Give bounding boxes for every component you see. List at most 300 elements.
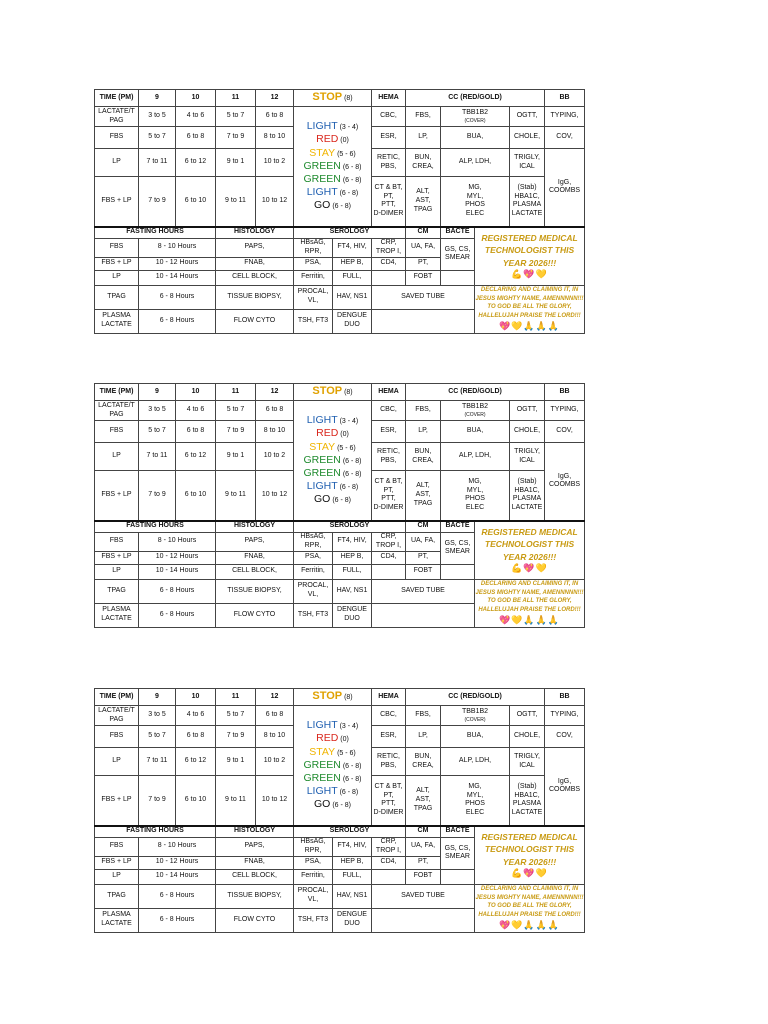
histology-item: PAPS,: [216, 838, 294, 857]
cc-item: LP,: [406, 726, 441, 748]
hema-item: PTT,: [381, 201, 396, 209]
time-cell: 6 to 12: [176, 443, 216, 471]
cc-list: [441, 177, 510, 227]
signal-word: GO: [314, 493, 331, 506]
cc-item: OGTT,: [510, 401, 545, 421]
fasting-label: FBS: [95, 838, 139, 857]
histology-item: FLOW CYTO: [216, 309, 294, 333]
time-cell: 6 to 8: [256, 706, 294, 726]
reference-table: [94, 383, 585, 628]
hema-item: CT & BT,: [374, 183, 403, 191]
fasting-hours: 10 - 14 Hours: [139, 869, 216, 884]
header-cc: CC (RED/GOLD): [406, 384, 545, 401]
cc-item: FBS,: [406, 706, 441, 726]
histology-item: TISSUE BIOPSY,: [216, 884, 294, 908]
header-cc: CC (RED/GOLD): [406, 689, 545, 706]
cc-item: TRIGLY, ICAL: [510, 748, 545, 776]
fasting-hours: 10 - 12 Hours: [139, 856, 216, 869]
signal-sub: (0): [340, 431, 349, 439]
time-cell: 8 to 10: [256, 127, 294, 149]
time-cell: 7 to 9: [216, 421, 256, 443]
cm-item: PT,: [406, 551, 441, 564]
signal-sub: (5 - 6): [337, 444, 356, 452]
fasting-hours: 6 - 8 Hours: [139, 603, 216, 627]
row-label: FBS: [95, 726, 139, 748]
stop-label: STOP: [312, 91, 343, 104]
histology-item: PAPS,: [216, 533, 294, 552]
bacte-list: [441, 838, 475, 870]
serology-item: PROCAL, VL,: [294, 884, 333, 908]
hema-item: CBC,: [372, 401, 406, 421]
fasting-label: TPAG: [95, 285, 139, 309]
serology-item: [372, 564, 406, 579]
cm-item: FOBT: [406, 564, 441, 579]
signature-emoji: 💪💖💛: [511, 268, 548, 279]
signal-word: GO: [314, 798, 331, 811]
stop-label: STOP: [312, 690, 343, 703]
time-cell: 9 to 1: [216, 443, 256, 471]
time-cell: 10 to 2: [256, 149, 294, 177]
signal-sub: (3 - 4): [339, 418, 359, 426]
cc-item: MYL,: [466, 192, 484, 200]
cc-item: PHOS: [465, 800, 485, 808]
time-cell: 5 to 7: [216, 107, 256, 127]
row-label: FBS + LP: [95, 776, 139, 826]
declaration-text: DECLARING AND CLAIMING IT, IN JESUS MIGHTY NAME, AMENNNNN!!! TO GOD BE ALL THE GLORY, HALLELUJAH PRAISE THE LORD!!!: [475, 886, 584, 919]
header-10: 10: [176, 384, 216, 401]
time-cell: 10 to 2: [256, 443, 294, 471]
hema-item: PT,: [383, 486, 394, 494]
stop-label: STOP: [312, 385, 343, 398]
serology-item: PROCAL, VL,: [294, 285, 333, 309]
header-11: 11: [216, 384, 256, 401]
bacte-title: BACTE: [441, 227, 475, 239]
serology-item: [372, 869, 406, 884]
signal-word: STAY: [309, 745, 336, 758]
fasting-label: TPAG: [95, 884, 139, 908]
histology-item: CELL BLOCK,: [216, 564, 294, 579]
time-cell: 3 to 5: [139, 706, 176, 726]
signal-word: LIGHT: [306, 120, 338, 133]
cc-list: [406, 177, 441, 227]
bacte-list: [441, 533, 475, 565]
serology-item: HBsAG, RPR,: [294, 838, 333, 857]
signal-word: RED: [316, 133, 339, 146]
declaration-text: DECLARING AND CLAIMING IT, IN JESUS MIGHTY NAME, AMENNNNN!!! TO GOD BE ALL THE GLORY, HALLELUJAH PRAISE THE LORD!!!: [475, 581, 584, 614]
time-cell: 7 to 11: [139, 149, 176, 177]
signal-sub: (6 - 8): [332, 497, 351, 505]
header-12: 12: [256, 90, 294, 107]
time-cell: 7 to 11: [139, 443, 176, 471]
signal-word: LIGHT: [306, 719, 338, 732]
fasting-hours: 6 - 8 Hours: [139, 579, 216, 603]
time-cell: 6 to 8: [176, 726, 216, 748]
tb-label: TBB1B2: [461, 109, 489, 116]
time-cell: 9 to 1: [216, 748, 256, 776]
cc-item: AST,: [415, 795, 431, 803]
cc-item: ALT,: [416, 787, 430, 795]
bb-item: IgG, COOMBS: [545, 748, 585, 826]
hema-item: PTT,: [381, 800, 396, 808]
histology-item: TISSUE BIOPSY,: [216, 285, 294, 309]
hema-item: D-DIMER: [373, 809, 404, 816]
cm-item: FOBT: [406, 270, 441, 285]
bb-item: COV,: [545, 127, 585, 149]
serology-item: HEP B,: [333, 551, 372, 564]
serology-item: TSH, FT3: [294, 908, 333, 932]
signal-sub: (6 - 8): [339, 788, 359, 796]
signal-word: RED: [316, 732, 339, 745]
header-12: 12: [256, 689, 294, 706]
fasting-hours: 8 - 10 Hours: [139, 239, 216, 258]
cc-item: CHOLE,: [510, 127, 545, 149]
header-9: 9: [139, 689, 176, 706]
cc-item: ALP, LDH,: [441, 149, 510, 177]
stop-sub: (8): [344, 694, 353, 702]
histology-item: CELL BLOCK,: [216, 869, 294, 884]
time-cell: 6 to 8: [176, 127, 216, 149]
hema-item: CT & BT,: [374, 477, 403, 485]
cm-item: UA, FA,: [406, 239, 441, 258]
cc-list: [406, 776, 441, 826]
header-hema: HEMA: [372, 90, 406, 107]
cm-item: PT,: [406, 257, 441, 270]
serology-item: [372, 603, 475, 627]
cc-item: MYL,: [466, 791, 484, 799]
serology-item: [372, 270, 406, 285]
bb-item: COV,: [545, 421, 585, 443]
time-cell: 9 to 11: [216, 471, 256, 521]
fasting-label: PLASMA LACTATE: [95, 908, 139, 932]
header-cc: CC (RED/GOLD): [406, 90, 545, 107]
cc-item: AST,: [415, 196, 431, 204]
time-cell: 5 to 7: [216, 401, 256, 421]
bb-item: TYPING,: [545, 107, 585, 127]
bacte-item: GS, CS,: [444, 539, 471, 547]
cc-item: AST,: [415, 490, 431, 498]
serology-item: PROCAL, VL,: [294, 579, 333, 603]
cc-item: LP,: [406, 127, 441, 149]
signal-word: LIGHT: [306, 784, 338, 797]
hema-list: [372, 471, 406, 521]
row-label: LACTATE/T PAG: [95, 706, 139, 726]
histology-item: FNAB,: [216, 257, 294, 270]
bacte-item: [441, 270, 475, 285]
cc-item: ELEC: [465, 809, 485, 816]
time-cell: 9 to 11: [216, 776, 256, 826]
serology-item: HEP B,: [333, 856, 372, 869]
fasting-hours: 6 - 8 Hours: [139, 884, 216, 908]
signal-list: [294, 706, 372, 826]
header-time: TIME (PM): [95, 689, 139, 706]
cc-item: BUN, CREA,: [406, 748, 441, 776]
serology-item: HAV, NS1: [333, 285, 372, 309]
header-stop: [294, 384, 372, 401]
signal-sub: (6 - 8): [342, 762, 362, 770]
time-cell: 8 to 10: [256, 421, 294, 443]
cm-title: CM: [406, 227, 441, 239]
cc-item: FBS,: [406, 401, 441, 421]
cc-item: BUN, CREA,: [406, 443, 441, 471]
signal-word: LIGHT: [306, 185, 338, 198]
signature-cell: [475, 227, 585, 286]
signal-sub: (6 - 8): [342, 775, 362, 783]
serology-item: DENGUE DUO: [333, 603, 372, 627]
signal-sub: (0): [340, 137, 349, 145]
cc-item: (Stab): [517, 782, 537, 790]
fasting-hours: 8 - 10 Hours: [139, 533, 216, 552]
row-label: FBS: [95, 127, 139, 149]
histology-item: FNAB,: [216, 856, 294, 869]
time-cell: 7 to 9: [216, 726, 256, 748]
fasting-hours: 8 - 10 Hours: [139, 838, 216, 857]
fasting-label: FBS: [95, 533, 139, 552]
cc-item: PLASMA LACTATE: [511, 800, 543, 816]
fasting-label: TPAG: [95, 579, 139, 603]
signature-cell: [475, 826, 585, 885]
fasting-hours: 10 - 14 Hours: [139, 564, 216, 579]
signal-word: GREEN: [303, 771, 341, 784]
row-label: LACTATE/T PAG: [95, 401, 139, 421]
signature-text: REGISTERED MEDICAL TECHNOLOGIST THIS YEAR 2026!!!: [481, 526, 578, 562]
cc-item: BUA,: [441, 127, 510, 149]
fasting-label: LP: [95, 270, 139, 285]
time-cell: 5 to 7: [139, 421, 176, 443]
cc-list: [441, 776, 510, 826]
bb-item: COV,: [545, 726, 585, 748]
hema-item: PT,: [383, 791, 394, 799]
hema-list: [372, 776, 406, 826]
time-cell: 8 to 10: [256, 726, 294, 748]
serology-title: SEROLOGY: [294, 521, 406, 533]
time-cell: 5 to 7: [139, 127, 176, 149]
signal-sub: (6 - 8): [332, 203, 351, 211]
histology-title: HISTOLOGY: [216, 227, 294, 239]
cc-list: [510, 776, 545, 826]
signal-list: [294, 107, 372, 227]
fasting-hours: 10 - 12 Hours: [139, 551, 216, 564]
header-10: 10: [176, 689, 216, 706]
histology-title: HISTOLOGY: [216, 826, 294, 838]
cc-list: [510, 471, 545, 521]
row-label: LP: [95, 443, 139, 471]
header-hema: HEMA: [372, 384, 406, 401]
header-12: 12: [256, 384, 294, 401]
reference-table: [94, 688, 585, 933]
tb-label: TBB1B2: [461, 708, 489, 715]
tb-cover: (COVER): [464, 716, 486, 723]
time-cell: 4 to 6: [176, 401, 216, 421]
bacte-item: SMEAR: [445, 853, 470, 861]
time-cell: 6 to 12: [176, 149, 216, 177]
header-9: 9: [139, 384, 176, 401]
cc-item: ALP, LDH,: [441, 748, 510, 776]
signal-sub: (6 - 8): [342, 176, 362, 184]
cc-item: HBA1C,: [514, 791, 540, 799]
cc-tb: [441, 706, 510, 726]
cc-list: [441, 471, 510, 521]
serology-item: HBsAG, RPR,: [294, 533, 333, 552]
header-stop: [294, 90, 372, 107]
signature-text: REGISTERED MEDICAL TECHNOLOGIST THIS YEAR 2026!!!: [481, 232, 578, 268]
cc-item: ELEC: [465, 210, 485, 217]
time-cell: 3 to 5: [139, 107, 176, 127]
tb-cover: (COVER): [464, 411, 486, 418]
signal-word: GREEN: [303, 758, 341, 771]
time-cell: 5 to 7: [139, 726, 176, 748]
serology-item: FT4, HIV,: [333, 533, 372, 552]
signal-sub: (6 - 8): [342, 470, 362, 478]
cc-item: HBA1C,: [514, 192, 540, 200]
declaration-cell: [475, 285, 585, 333]
hema-item: CT & BT,: [374, 782, 403, 790]
reference-card: [94, 688, 584, 930]
serology-item: TSH, FT3: [294, 309, 333, 333]
signal-word: GO: [314, 199, 331, 212]
bb-item: IgG, COOMBS: [545, 443, 585, 521]
cc-item: HBA1C,: [514, 486, 540, 494]
histology-item: FLOW CYTO: [216, 908, 294, 932]
time-cell: 5 to 7: [216, 706, 256, 726]
hema-item: D-DIMER: [373, 504, 404, 511]
cc-item: ALP, LDH,: [441, 443, 510, 471]
bb-item: IgG, COOMBS: [545, 149, 585, 227]
cm-title: CM: [406, 521, 441, 533]
fasting-title: FASTING HOURS: [95, 227, 216, 239]
fasting-label: FBS + LP: [95, 257, 139, 270]
serology-item: CD4,: [372, 257, 406, 270]
serology-item: PSA,: [294, 856, 333, 869]
serology-item: FULL,: [333, 270, 372, 285]
cc-item: PHOS: [465, 201, 485, 209]
hema-item: RETIC, PBS,: [372, 443, 406, 471]
row-label: FBS + LP: [95, 177, 139, 227]
time-cell: 10 to 12: [256, 776, 294, 826]
cc-item: MG,: [468, 782, 482, 790]
signature-emoji: 💪💖💛: [511, 867, 548, 878]
histology-item: CELL BLOCK,: [216, 270, 294, 285]
cc-item: PLASMA LACTATE: [511, 201, 543, 217]
header-11: 11: [216, 689, 256, 706]
cc-tb: [441, 401, 510, 421]
cc-item: PHOS: [465, 495, 485, 503]
histology-item: FLOW CYTO: [216, 603, 294, 627]
bacte-list: [441, 239, 475, 271]
stop-sub: (8): [344, 95, 353, 103]
hema-item: ESR,: [372, 726, 406, 748]
serology-item: DENGUE DUO: [333, 908, 372, 932]
hema-item: PTT,: [381, 495, 396, 503]
serology-item: Ferritin,: [294, 564, 333, 579]
time-cell: 6 to 10: [176, 471, 216, 521]
serology-item: HAV, NS1: [333, 884, 372, 908]
signal-sub: (3 - 4): [339, 124, 359, 132]
time-cell: 6 to 8: [256, 107, 294, 127]
header-bb: BB: [545, 689, 585, 706]
cc-item: BUN, CREA,: [406, 149, 441, 177]
time-cell: 6 to 10: [176, 776, 216, 826]
bacte-item: [441, 869, 475, 884]
serology-item: TSH, FT3: [294, 603, 333, 627]
serology-item: HEP B,: [333, 257, 372, 270]
fasting-label: LP: [95, 564, 139, 579]
cc-item: MYL,: [466, 486, 484, 494]
cc-item: CHOLE,: [510, 421, 545, 443]
signal-word: GREEN: [303, 466, 341, 479]
cc-item: PLASMA LACTATE: [511, 495, 543, 511]
cc-item: TPAG: [413, 804, 433, 812]
cm-item: UA, FA,: [406, 838, 441, 857]
signal-word: STAY: [309, 146, 336, 159]
fasting-title: FASTING HOURS: [95, 826, 216, 838]
row-label: FBS: [95, 421, 139, 443]
bacte-item: GS, CS,: [444, 844, 471, 852]
declaration-emoji: 💖💛🙏🙏🙏: [499, 614, 561, 625]
signal-sub: (6 - 8): [342, 457, 362, 465]
cc-item: FBS,: [406, 107, 441, 127]
tb-cover: (COVER): [464, 117, 486, 124]
hema-item: RETIC, PBS,: [372, 149, 406, 177]
histology-item: FNAB,: [216, 551, 294, 564]
declaration-emoji: 💖💛🙏🙏🙏: [499, 320, 561, 331]
header-time: TIME (PM): [95, 90, 139, 107]
time-cell: 7 to 9: [216, 127, 256, 149]
declaration-cell: [475, 884, 585, 932]
cm-item: FOBT: [406, 869, 441, 884]
fasting-hours: 6 - 8 Hours: [139, 309, 216, 333]
serology-title: SEROLOGY: [294, 227, 406, 239]
declaration-cell: [475, 579, 585, 627]
cc-item: ALT,: [416, 188, 430, 196]
histology-title: HISTOLOGY: [216, 521, 294, 533]
cc-item: TPAG: [413, 205, 433, 213]
time-cell: 10 to 12: [256, 177, 294, 227]
signal-sub: (3 - 4): [339, 723, 359, 731]
bacte-item: GS, CS,: [444, 245, 471, 253]
time-cell: 7 to 9: [139, 776, 176, 826]
saved-tube: SAVED TUBE: [372, 285, 475, 309]
signal-word: LIGHT: [306, 479, 338, 492]
time-cell: 10 to 12: [256, 471, 294, 521]
histology-item: PAPS,: [216, 239, 294, 258]
histology-item: TISSUE BIOPSY,: [216, 579, 294, 603]
cm-item: PT,: [406, 856, 441, 869]
serology-item: FT4, HIV,: [333, 838, 372, 857]
cc-tb: [441, 107, 510, 127]
bacte-title: BACTE: [441, 521, 475, 533]
serology-item: PSA,: [294, 551, 333, 564]
header-bb: BB: [545, 384, 585, 401]
signal-sub: (6 - 8): [332, 802, 351, 810]
reference-table: [94, 89, 585, 334]
serology-item: PSA,: [294, 257, 333, 270]
signature-text: REGISTERED MEDICAL TECHNOLOGIST THIS YEAR 2026!!!: [481, 831, 578, 867]
serology-item: [372, 908, 475, 932]
cc-item: TRIGLY, ICAL: [510, 443, 545, 471]
serology-item: CD4,: [372, 551, 406, 564]
time-cell: 6 to 12: [176, 748, 216, 776]
serology-item: FT4, HIV,: [333, 239, 372, 258]
cc-item: CHOLE,: [510, 726, 545, 748]
hema-item: CBC,: [372, 706, 406, 726]
cc-item: (Stab): [517, 183, 537, 191]
stop-sub: (8): [344, 389, 353, 397]
fasting-hours: 10 - 14 Hours: [139, 270, 216, 285]
cc-item: BUA,: [441, 421, 510, 443]
time-cell: 4 to 6: [176, 706, 216, 726]
fasting-hours: 10 - 12 Hours: [139, 257, 216, 270]
time-cell: 6 to 10: [176, 177, 216, 227]
